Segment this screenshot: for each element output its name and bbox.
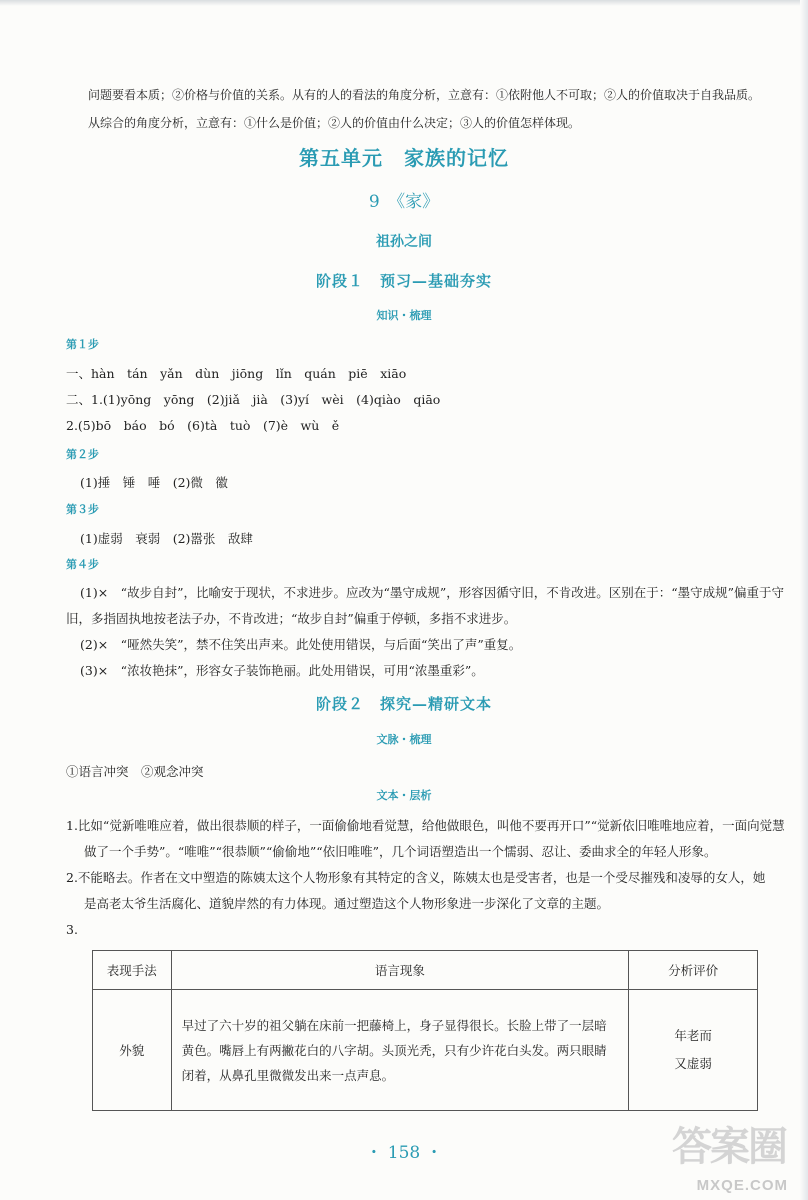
stage-2-subheading-2: 文本・层析 (376, 789, 432, 802)
table-header-row (93, 951, 758, 990)
step-2-line: (1)捶 锤 唾 (2)微 徽 (80, 475, 228, 490)
table-eval-line: 又虚弱 (674, 1056, 712, 1071)
table-header-cell: 表现手法 (93, 951, 172, 990)
step-2-label: 第２步 (66, 448, 99, 461)
table-cell-eval (629, 990, 758, 1111)
table-eval-line: 年老而 (674, 1028, 712, 1043)
analysis-line: 2.不能略去。作者在文中塑造的陈姨太这个人物形象有其特定的含义，陈姨太也是受害者，也是一个受尽摧残和凌辱的女人，她 (66, 870, 766, 885)
table-row (93, 990, 758, 1111)
step-4-label: 第４步 (66, 558, 99, 571)
stage-2-heading: 阶段２ 探究—精研文本 (315, 695, 492, 713)
table-cell-language: 早过了六十岁的祖父躺在床前一把藤椅上，身子显得很长。长脸上带了一层暗黄色。嘴唇上有两撇花白的八字胡。头顶光秃，只有少许花白头发。两只眼睛闭着，从鼻孔里微微发出来一点声息。 (171, 990, 629, 1111)
step-1-line: 二、1.(1)yōng yōng (2)jiǎ jià (3)yí wèi (4)qiào qiāo (66, 392, 441, 407)
analysis-line: 做了一个手势”。“唯唯”“很恭顺”“偷偷地”“依旧唯唯”，几个词语塑造出一个懦弱、忍让、委曲求全的年轻人形象。 (84, 844, 717, 859)
step-1-line: 2.(5)bō báo bó (6)tà tuò (7)è wù ě (66, 418, 340, 433)
step-3-line: (1)虚弱 衰弱 (2)嚣张 敌肆 (80, 531, 253, 546)
table-header-cell: 分析评价 (629, 951, 758, 990)
intro-line-2: 从综合的角度分析，立意有：①什么是价值；②人的价值由什么决定；③人的价值怎样体现。 (88, 116, 581, 130)
step-4-line: (2)× “哑然失笑”，禁不住笑出声来。此处使用错误，与后面“笑出了声”重复。 (80, 637, 522, 652)
stage-2-subheading: 文脉・梳理 (376, 733, 432, 746)
scan-top-edge (0, 0, 808, 6)
watermark-site: MXQE.COM (696, 1177, 788, 1194)
table-cell-method: 外貌 (93, 990, 172, 1111)
page-number: ・ 158 ・ (365, 1143, 443, 1163)
analysis-table (92, 950, 758, 1111)
analysis-line: 1.比如“觉新唯唯应着，做出很恭顺的样子，一面偷偷地看觉慧，给他做眼色，叫他不要再开口”“觉新依旧唯唯地应着，一面向觉慧 (66, 818, 785, 833)
table-header-cell: 语言现象 (171, 951, 629, 990)
section-title: 祖孙之间 (376, 234, 432, 250)
wenmai-answer: ①语言冲突 ②观念冲突 (66, 764, 204, 779)
step-1-line: 一、hàn tán yǎn dùn jiōng lǐn quán piē xiāo (66, 366, 407, 381)
analysis-items (66, 813, 785, 943)
unit-title: 第五单元 家族的记忆 (299, 146, 509, 170)
intro-line-1: 问题要看本质；②价格与价值的关系。从有的人的看法的角度分析，立意有：①依附他人不可取；②人的价值取决于自我品质。 (88, 88, 761, 102)
watermark-logo: 答案圈 (672, 1124, 786, 1170)
lesson-title: 9 《家》 (368, 192, 440, 212)
step-4-line: 旧，多指固执地按老法子办，不肯改进；“故步自封”偏重于停顿，多指不求进步。 (66, 611, 517, 626)
step-4-content (66, 580, 785, 684)
analysis-line: 是高老太爷生活腐化、道貌岸然的有力体现。通过塑造这个人物形象进一步深化了文章的主题。 (84, 896, 610, 911)
scan-right-edge (800, 0, 808, 1200)
step-3-label: 第３步 (66, 503, 99, 516)
step-4-line: (3)× “浓妆艳抹”，形容女子装饰艳丽。此处用错误，可用“浓墨重彩”。 (80, 663, 484, 678)
step-4-line: (1)× “故步自封”，比喻安于现状，不求进步。应改为“墨守成规”，形容因循守旧，不肯改进。区别在于：“墨守成规”偏重于守 (80, 585, 785, 600)
watermark (672, 1124, 796, 1194)
step-1-label: 第１步 (66, 338, 99, 351)
step-1-content (66, 361, 440, 439)
stage-1-subheading: 知识・梳理 (376, 309, 432, 322)
analysis-line: 3. (66, 922, 78, 937)
stage-1-heading: 阶段１ 预习—基础夯实 (315, 272, 492, 290)
